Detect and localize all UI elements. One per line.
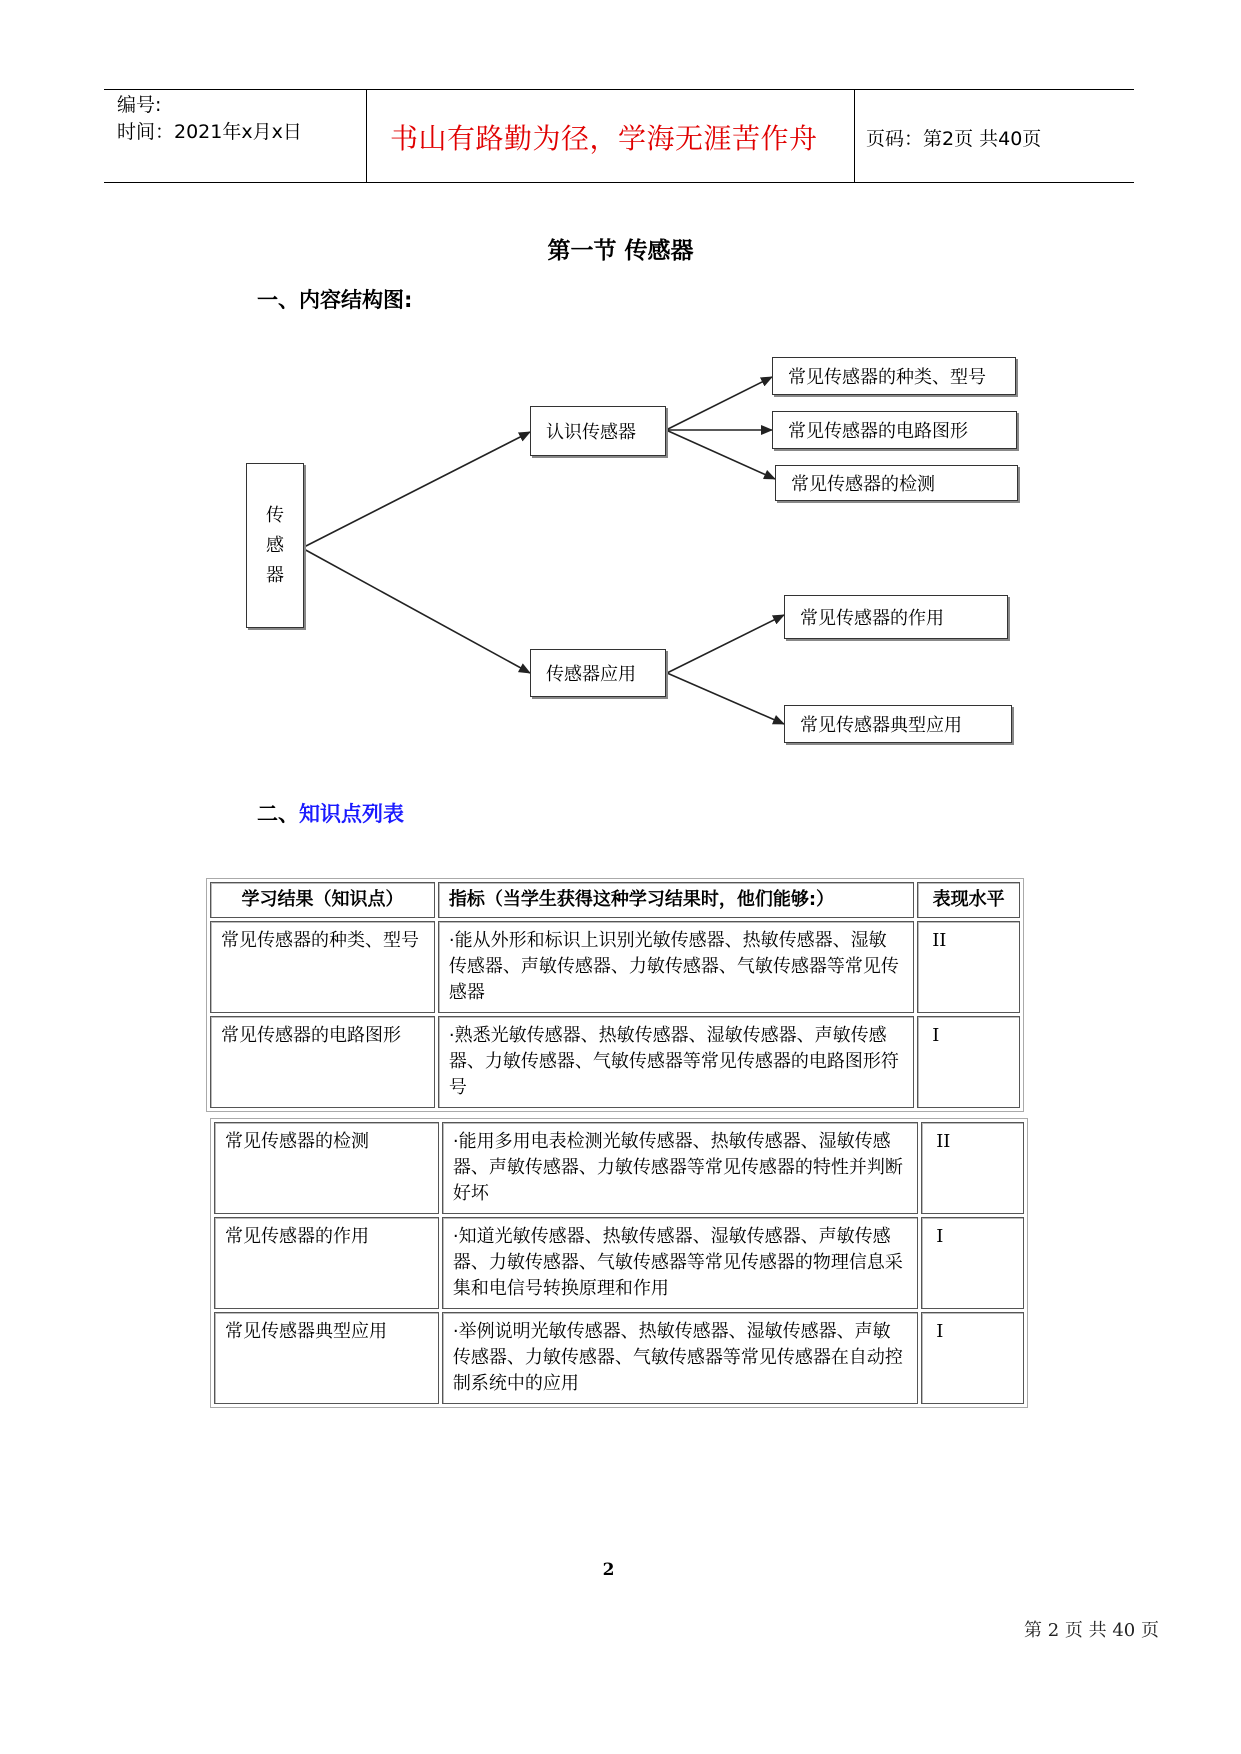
node-circuit: 常见传感器的电路图形 [772,411,1017,449]
cell-topic: 常见传感器的种类、型号 [210,921,435,1013]
node-detect: 常见传感器的检测 [775,465,1018,501]
table-row [210,1016,1020,1108]
cell-indicator: ·知道光敏传感器、热敏传感器、湿敏传感器、声敏传感器、力敏传感器、气敏传感器等常见传感器的物理信息采集和电信号转换原理和作用 [442,1217,918,1309]
root-char-3: 器 [266,564,284,586]
arrow-to-types [666,377,772,430]
node-sensor-root [246,463,304,628]
cell-topic: 常见传感器的检测 [214,1122,439,1214]
arrow-to-apply [302,548,530,673]
motto: 书山有路勤为径，学海无涯苦作舟 [390,122,818,155]
node-recognize: 认识传感器 [530,406,666,456]
heading-structure: 一、内容结构图: [257,288,413,312]
serial-label: 编号: [117,94,162,116]
cell-indicator: ·能从外形和标识上识别光敏传感器、热敏传感器、湿敏传感器、声敏传感器、力敏传感器、气敏传感器等常见传感器 [438,921,914,1013]
cell-level: I [921,1312,1024,1404]
page-info: 页码：第2页 共40页 [866,128,1042,150]
knowledge-table-top [206,878,1024,1112]
section-title: 第一节 传感器 [547,238,694,264]
cell-level: II [921,1122,1024,1214]
cell-level: I [917,1016,1020,1108]
arrow-to-typical [667,673,784,724]
cell-topic: 常见传感器典型应用 [214,1312,439,1404]
arrow-to-detect [666,430,775,479]
knowledge-table-bottom [210,1118,1028,1408]
heading-knowledge-prefix: 二、 [257,802,299,826]
diagram-connectors [0,0,1241,760]
time-label: 时间：2021年x月x日 [117,121,302,143]
table-row [214,1217,1024,1309]
table-row [214,1312,1024,1404]
col-header-topic: 学习结果（知识点） [210,882,435,918]
heading-knowledge-text: 知识点列表 [299,802,404,826]
arrow-to-recognize [302,432,530,548]
node-apply: 传感器应用 [530,649,666,697]
footer-page-count: 第 2 页 共 40 页 [1024,1620,1159,1641]
col-header-level: 表现水平 [917,882,1020,918]
table-row [210,921,1020,1013]
col-header-indicator: 指标（当学生获得这种学习结果时，他们能够:） [438,882,914,918]
heading-knowledge [257,798,404,828]
table-header-row [210,882,1020,918]
root-char-2: 感 [266,534,284,556]
table-row [214,1122,1024,1214]
node-typical: 常见传感器典型应用 [784,705,1012,743]
root-char-1: 传 [266,504,284,526]
cell-topic: 常见传感器的电路图形 [210,1016,435,1108]
arrow-to-function [667,615,784,673]
node-types: 常见传感器的种类、型号 [772,357,1016,395]
cell-indicator: ·举例说明光敏传感器、热敏传感器、湿敏传感器、声敏传感器、力敏传感器、气敏传感器等常见传感器在自动控制系统中的应用 [442,1312,918,1404]
node-function: 常见传感器的作用 [784,595,1008,639]
cell-topic: 常见传感器的作用 [214,1217,439,1309]
cell-indicator: ·能用多用电表检测光敏传感器、热敏传感器、湿敏传感器、声敏传感器、力敏传感器等常见传感器的特性并判断好坏 [442,1122,918,1214]
cell-indicator: ·熟悉光敏传感器、热敏传感器、湿敏传感器、声敏传感器、力敏传感器、气敏传感器等常见传感器的电路图形符号 [438,1016,914,1108]
page-number: 2 [602,1560,615,1580]
cell-level: II [917,921,1020,1013]
cell-level: I [921,1217,1024,1309]
